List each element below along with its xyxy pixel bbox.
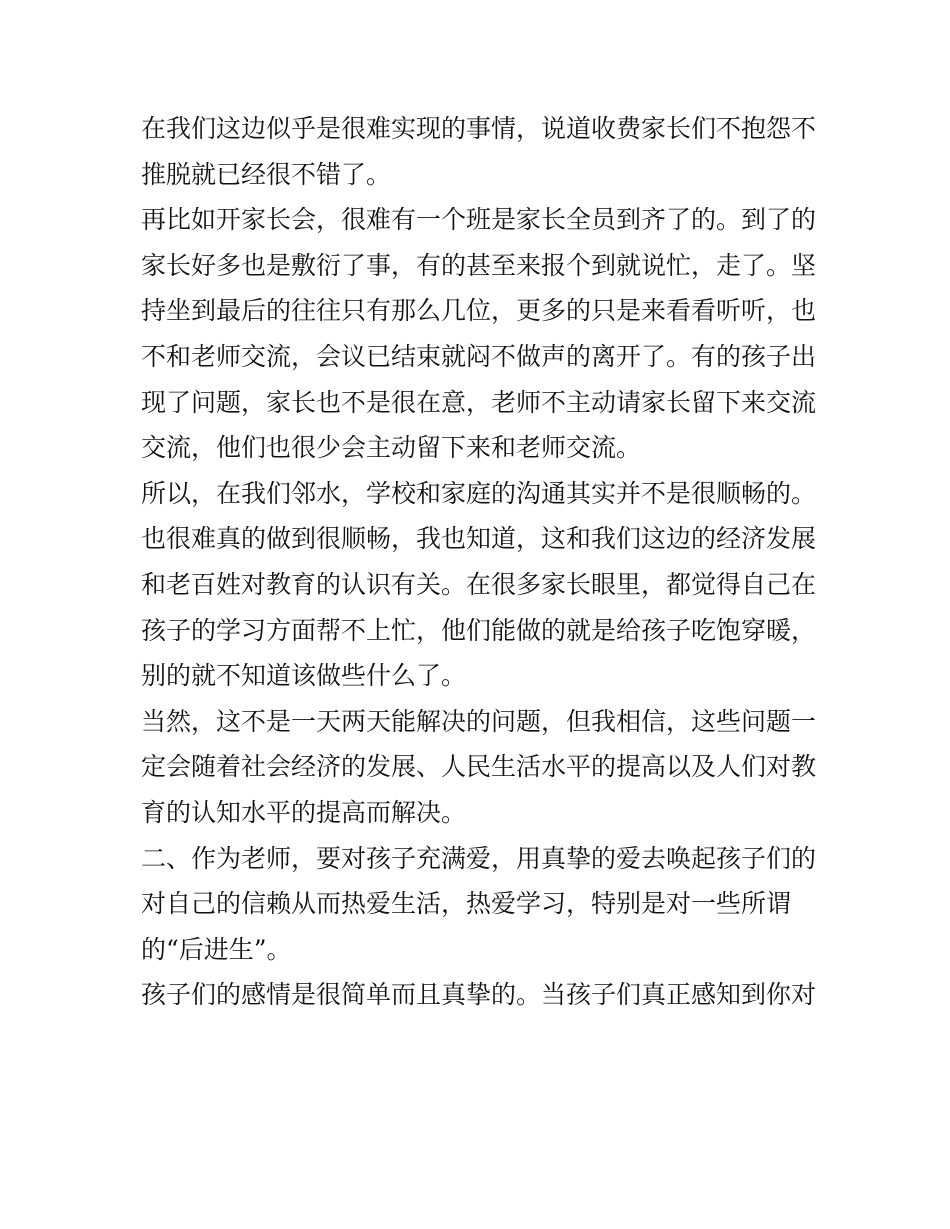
text-line: 别的就不知道该做些什么了。 [141, 661, 467, 691]
text-line: 的“后进生”。 [141, 934, 292, 964]
document-body [141, 106, 821, 1018]
text-line: 定会随着社会经济的发展、人民生活水平的提高以及人们对教 [141, 752, 817, 782]
text-line: 在我们这边似乎是很难实现的事情，说道收费家长们不抱怨不 [141, 114, 817, 143]
text-line: 推脱就已经很不错了。 [141, 159, 392, 189]
text-line: 二、作为老师，要对孩子充满爱，用真挚的爱去唤起孩子们的 [141, 843, 817, 873]
text-line: 持坐到最后的往往只有那么几位，更多的只是来看看听听，也 [141, 296, 817, 326]
text-line: 育的认知水平的提高而解决。 [141, 797, 467, 827]
text-line: 不和老师交流，会议已结束就闷不做声的离开了。有的孩子出 [141, 341, 817, 371]
text-line: 对自己的信赖从而热爱生活，热爱学习，特别是对一些所谓 [141, 889, 792, 919]
text-line: 孩子们的感情是很简单而且真挚的。当孩子们真正感知到你对 [141, 980, 817, 1010]
text-line: 再比如开家长会，很难有一个班是家长全员到齐了的。到了的 [141, 205, 817, 235]
text-line: 交流，他们也很少会主动留下来和老师交流。 [141, 433, 642, 463]
text-line: 也很难真的做到很顺畅，我也知道，这和我们这边的经济发展 [141, 524, 817, 554]
text-line: 所以，在我们邻水，学校和家庭的沟通其实并不是很顺畅的。 [141, 478, 817, 508]
text-line: 和老百姓对教育的认识有关。在很多家长眼里，都觉得自己在 [141, 569, 817, 599]
text-line: 家长好多也是敷衍了事，有的甚至来报个到就说忙，走了。坚 [141, 250, 817, 280]
text-line: 现了问题，家长也不是很在意，老师不主动请家长留下来交流 [141, 387, 817, 417]
text-line: 孩子的学习方面帮不上忙，他们能做的就是给孩子吃饱穿暖， [141, 615, 817, 645]
text-line: 当然，这不是一天两天能解决的问题，但我相信，这些问题一 [141, 706, 817, 736]
